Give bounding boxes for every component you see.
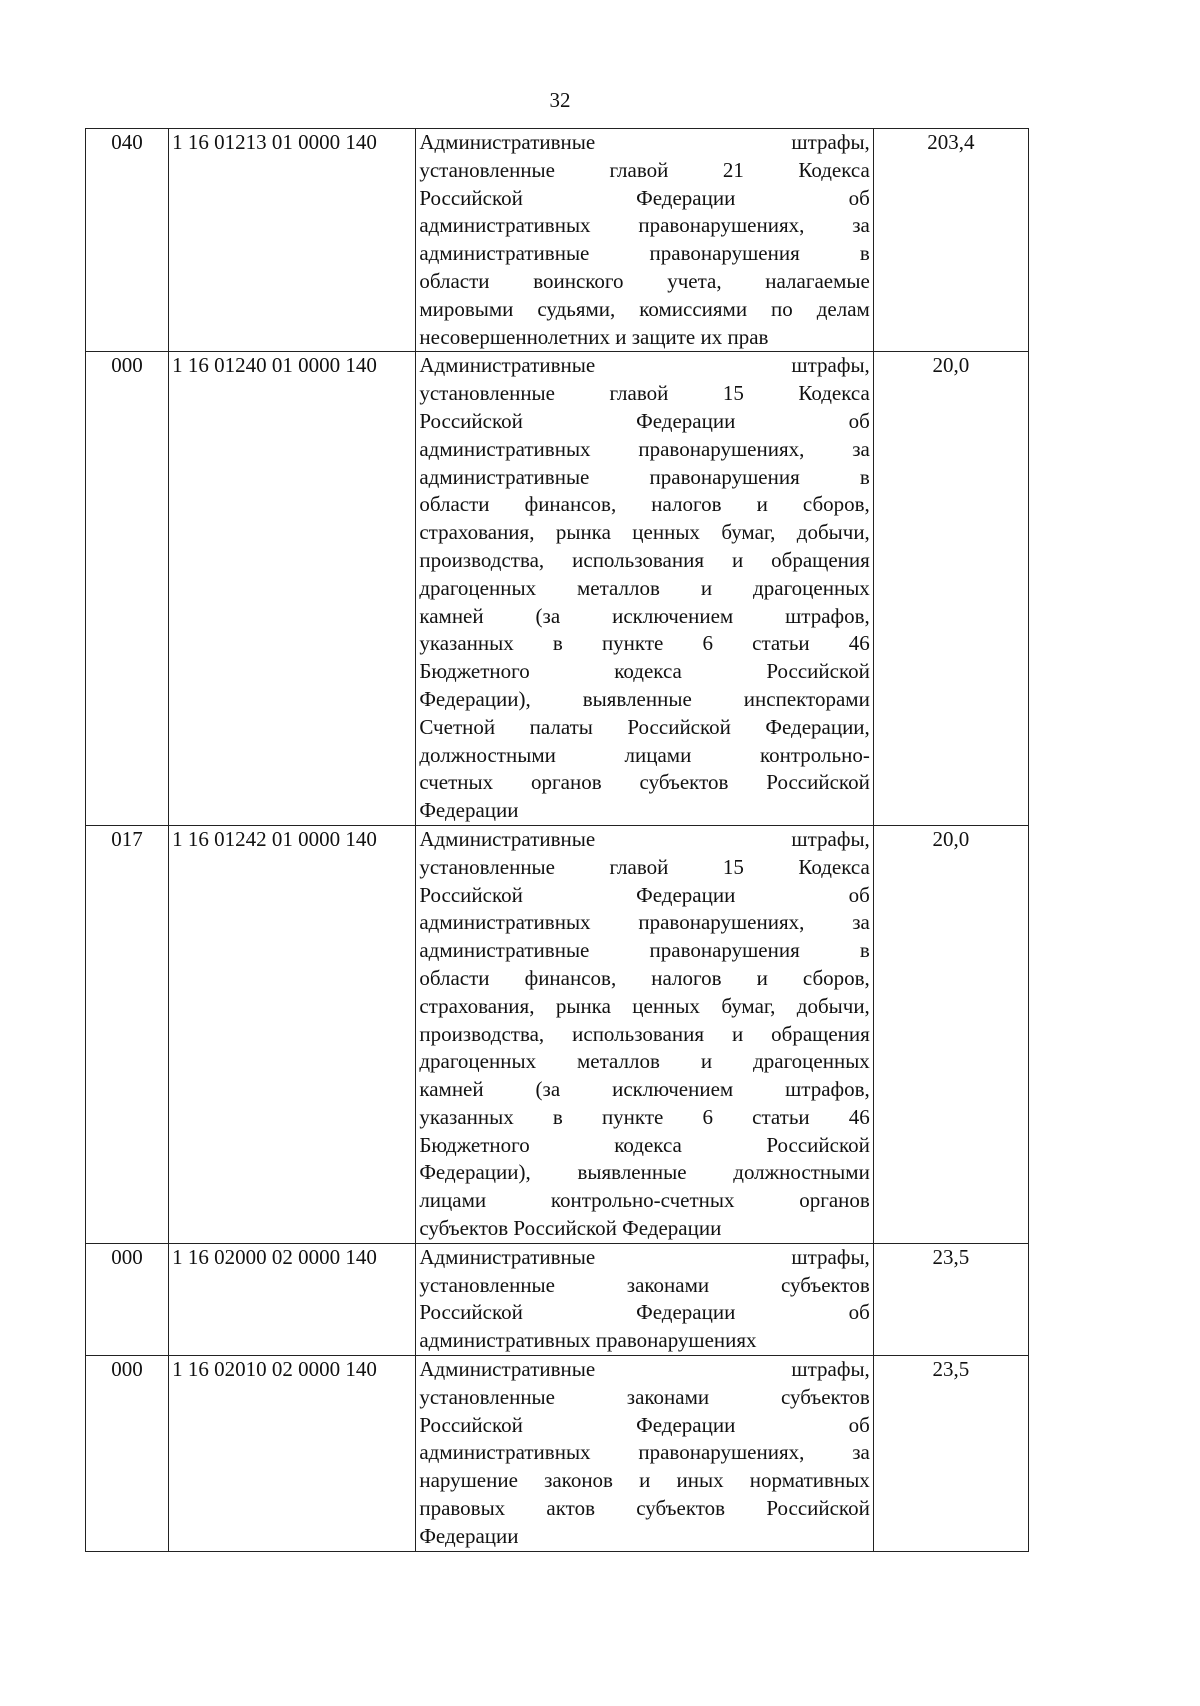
amount-cell: 20,0 [873, 825, 1028, 1243]
description-line: Счетной палаты Российской Федерации, [419, 714, 870, 739]
description-line: указанных в пункте 6 статьи 46 [419, 1104, 870, 1129]
description-line: установленные главой 21 Кодекса [419, 157, 870, 182]
description-line: производства, использования и обращения [419, 1021, 870, 1046]
description-line: лицами контрольно-счетных органов [419, 1188, 870, 1213]
description-line: области воинского учета, налагаемые [419, 268, 870, 293]
admin-code-cell: 000 [86, 1356, 169, 1552]
description-line: производства, использования и обращения [419, 547, 870, 572]
description-line: Российской Федерации об [419, 1300, 870, 1325]
admin-code-cell: 017 [86, 825, 169, 1243]
description-line: страхования, рынка ценных бумаг, добычи, [419, 993, 870, 1018]
description-line: административные правонарушения в [419, 241, 870, 266]
description-cell [416, 352, 873, 826]
description-line: Административные штрафы, [419, 130, 870, 154]
description-line: Федерации), выявленные должностными [419, 1160, 870, 1185]
admin-code-cell: 000 [86, 1243, 169, 1355]
description-line: Административные штрафы, [419, 353, 870, 378]
budget-table [85, 128, 1029, 1552]
description-line: установленные главой 15 Кодекса [419, 854, 870, 879]
budget-code-cell: 1 16 01242 01 0000 140 [169, 825, 416, 1243]
amount-cell: 203,4 [873, 129, 1028, 352]
description-line: Федерации [419, 1523, 519, 1548]
table-row [86, 129, 1029, 352]
description-line: нарушение законов и иных нормативных [419, 1468, 870, 1493]
amount-cell: 23,5 [873, 1243, 1028, 1355]
description-line: Административные штрафы, [419, 826, 870, 851]
description-line: области финансов, налогов и сборов, [419, 965, 870, 990]
description-line: установленные законами субъектов [419, 1272, 870, 1297]
description-line: Российской Федерации об [419, 185, 870, 210]
description-line: правовых актов субъектов Российской [419, 1496, 870, 1521]
description-line: административных правонарушениях, за [419, 213, 870, 238]
description-line: страхования, рынка ценных бумаг, добычи, [419, 520, 870, 545]
table-row [86, 825, 1029, 1243]
description-line: области финансов, налогов и сборов, [419, 492, 870, 517]
description-line: административных правонарушениях, за [419, 910, 870, 935]
description-cell [416, 825, 873, 1243]
budget-code-cell: 1 16 01240 01 0000 140 [169, 352, 416, 826]
budget-code-cell: 1 16 02000 02 0000 140 [169, 1243, 416, 1355]
description-line: субъектов Российской Федерации [419, 1216, 722, 1241]
description-line: Бюджетного кодекса Российской [419, 659, 870, 684]
description-cell [416, 1356, 873, 1552]
description-line: указанных в пункте 6 статьи 46 [419, 631, 870, 656]
table-row [86, 1356, 1029, 1552]
description-cell [416, 129, 873, 352]
description-line: счетных органов субъектов Российской [419, 770, 870, 795]
description-line: административные правонарушения в [419, 464, 870, 489]
description-line: Федерации [419, 798, 519, 823]
amount-cell: 20,0 [873, 352, 1028, 826]
description-line: административных правонарушениях, за [419, 436, 870, 461]
admin-code-cell: 040 [86, 129, 169, 352]
description-line: административные правонарушения в [419, 938, 870, 963]
description-line: Федерации), выявленные инспекторами [419, 686, 870, 711]
table-row [86, 352, 1029, 826]
description-line: Бюджетного кодекса Российской [419, 1132, 870, 1157]
description-cell [416, 1243, 873, 1355]
description-line: Российской Федерации об [419, 1412, 870, 1437]
description-line: камней (за исключением штрафов, [419, 1077, 870, 1102]
budget-code-cell: 1 16 02010 02 0000 140 [169, 1356, 416, 1552]
description-line: Административные штрафы, [419, 1357, 870, 1382]
description-line: драгоценных металлов и драгоценных [419, 575, 870, 600]
description-line: драгоценных металлов и драгоценных [419, 1049, 870, 1074]
budget-code-cell: 1 16 01213 01 0000 140 [169, 129, 416, 352]
description-line: Российской Федерации об [419, 882, 870, 907]
description-line: должностными лицами контрольно- [419, 742, 870, 767]
description-line: установленные главой 15 Кодекса [419, 381, 870, 406]
description-line: Административные штрафы, [419, 1244, 870, 1269]
table-row [86, 1243, 1029, 1355]
page-number: 32 [549, 88, 571, 112]
description-line: мировыми судьями, комиссиями по делам [419, 296, 870, 321]
description-line: камней (за исключением штрафов, [419, 603, 870, 628]
description-line: несовершеннолетних и защите их прав [419, 324, 769, 349]
description-line: установленные законами субъектов [419, 1384, 870, 1409]
description-line: административных правонарушениях [419, 1328, 757, 1353]
admin-code-cell: 000 [86, 352, 169, 826]
description-line: административных правонарушениях, за [419, 1440, 870, 1465]
amount-cell: 23,5 [873, 1356, 1028, 1552]
description-line: Российской Федерации об [419, 408, 870, 433]
